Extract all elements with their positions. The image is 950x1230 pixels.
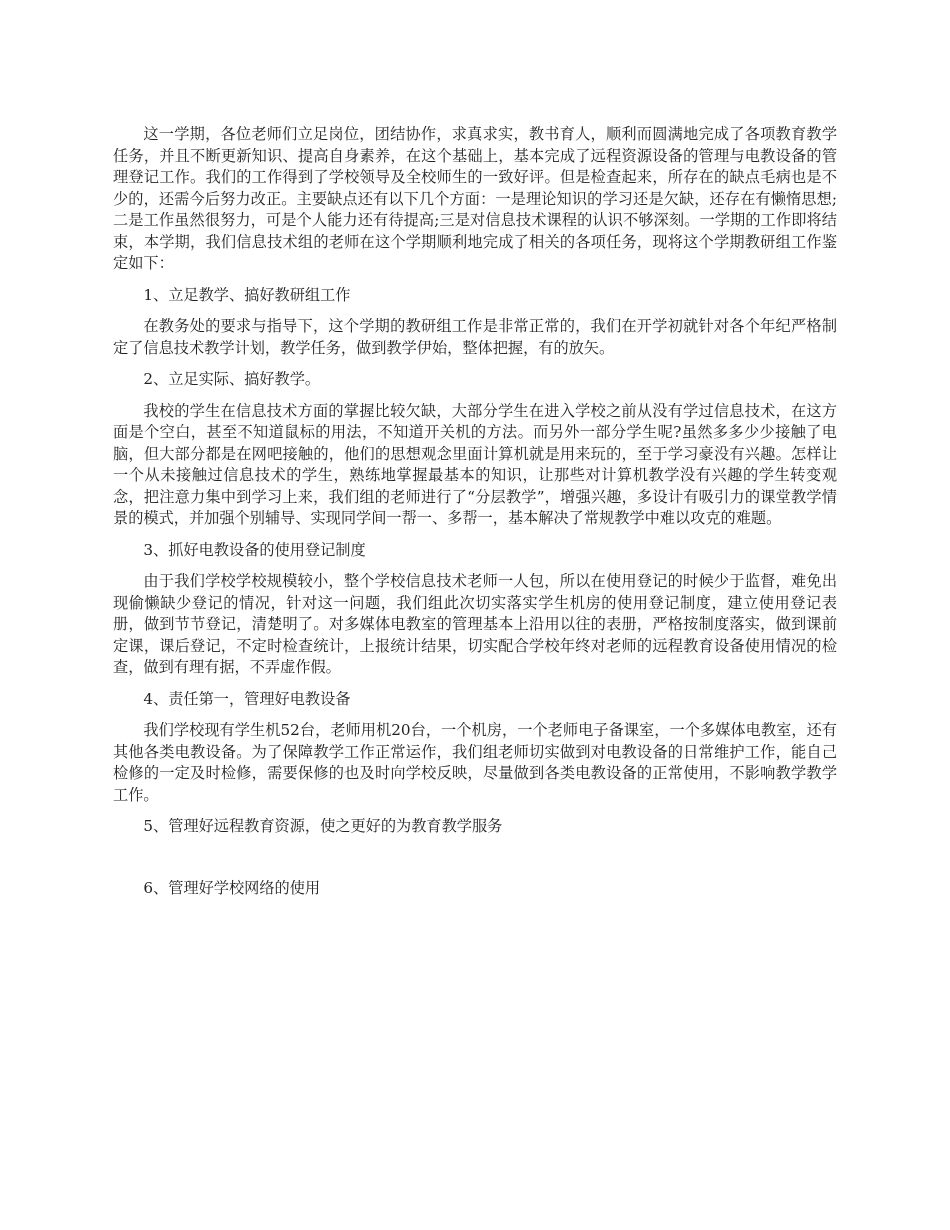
section-heading-6: 6、管理好学校网络的使用 (143, 878, 321, 897)
section-heading-3: 3、抓好电教设备的使用登记制度 (143, 540, 366, 559)
blank-space (113, 848, 837, 878)
section-heading-4: 4、责任第一，管理好电教设备 (143, 689, 351, 708)
section-heading-5: 5、管理好远程教育资源，使之更好的为教育教学服务 (143, 817, 503, 835)
section-body-2: 我校的学生在信息技术方面的掌握比较欠缺，大部分学生在进入学校之前从没有学过信息技术，在这方面是个空白，甚至不知道鼠标的用法，不知道开关机的方法。而另外一部分学生呢?虽然多多少少接触了电脑，但大部分都是在网吧接触的，他们的思想观念里面计算机就是用来玩的，至于学习豪没有兴趣。怎样让一个从未接触过信息技术的学生，熟练地掌握最基本的知识，让那些对计算机教学没有兴趣的学生转变观念，把注意力集中到学习上来，我们组的老师进行了“分层教学”，增强兴趣，多设计有吸引力的课堂教学情景的模式，并加强个别辅导、实现同学间一帮一、多帮一，基本解决了常规教学中难以攻克的难题。 (113, 401, 837, 527)
intro-paragraph: 这一学期，各位老师们立足岗位，团结协作，求真求实，教书育人，顺利而圆满地完成了各项教育教学任务，并且不断更新知识、提高自身素养，在这个基础上，基本完成了远程资源设备的管理与电教设备的管理登记工作。我们的工作得到了学校领导及全校师生的一致好评。但是检查起来，所存在的缺点毛病也是不少的，还需今后努力改正。主要缺点还有以下几个方面：一是理论知识的学习还是欠缺，还存在有懒惰思想;二是工作虽然很努力，可是个人能力还有待提高;三是对信息技术课程的认识不够深刻。一学期的工作即将结束，本学期，我们信息技术组的老师在这个学期顺利地完成了相关的各项任务，现将这个学期教研组工作鉴定如下： (113, 125, 837, 272)
section-heading-2: 2、立足实际、搞好教学。 (143, 370, 321, 388)
section-body-1: 在教务处的要求与指导下，这个学期的教研组工作是非常正常的，我们在开学初就针对各个年纪严格制定了信息技术教学计划，教学任务，做到教学伊始，整体把握，有的放矢。 (113, 317, 837, 357)
section-body-4: 我们学校现有学生机52台，老师用机20台，一个机房，一个老师电子备课室，一个多媒体电教室，还有其他各类电教设备。为了保障教学工作正常运作，我们组老师切实做到对电教设备的日常维护工作，能自己检修的一定及时检修，需要保修的也及时向学校反映，尽量做到各类电教设备的正常使用，不影响教学教学工作。 (113, 721, 837, 804)
section-body-3: 由于我们学校学校规模较小，整个学校信息技术老师一人包，所以在使用登记的时候少于监督，难免出现偷懒缺少登记的情况，针对这一问题，我们组此次切实落实学生机房的使用登记制度，建立使用登记表册，做到节节登记，清楚明了。对多媒体电教室的管理基本上沿用以往的表册，严格按制度落实，做到课前定课，课后登记，不定时检查统计，上报统计结果，切实配合学校年终对老师的远程教育设备使用情况的检查，做到有理有据，不弄虚作假。 (113, 572, 837, 676)
section-heading-1: 1、立足教学、搞好教研组工作 (143, 285, 351, 304)
document-page (113, 124, 837, 909)
